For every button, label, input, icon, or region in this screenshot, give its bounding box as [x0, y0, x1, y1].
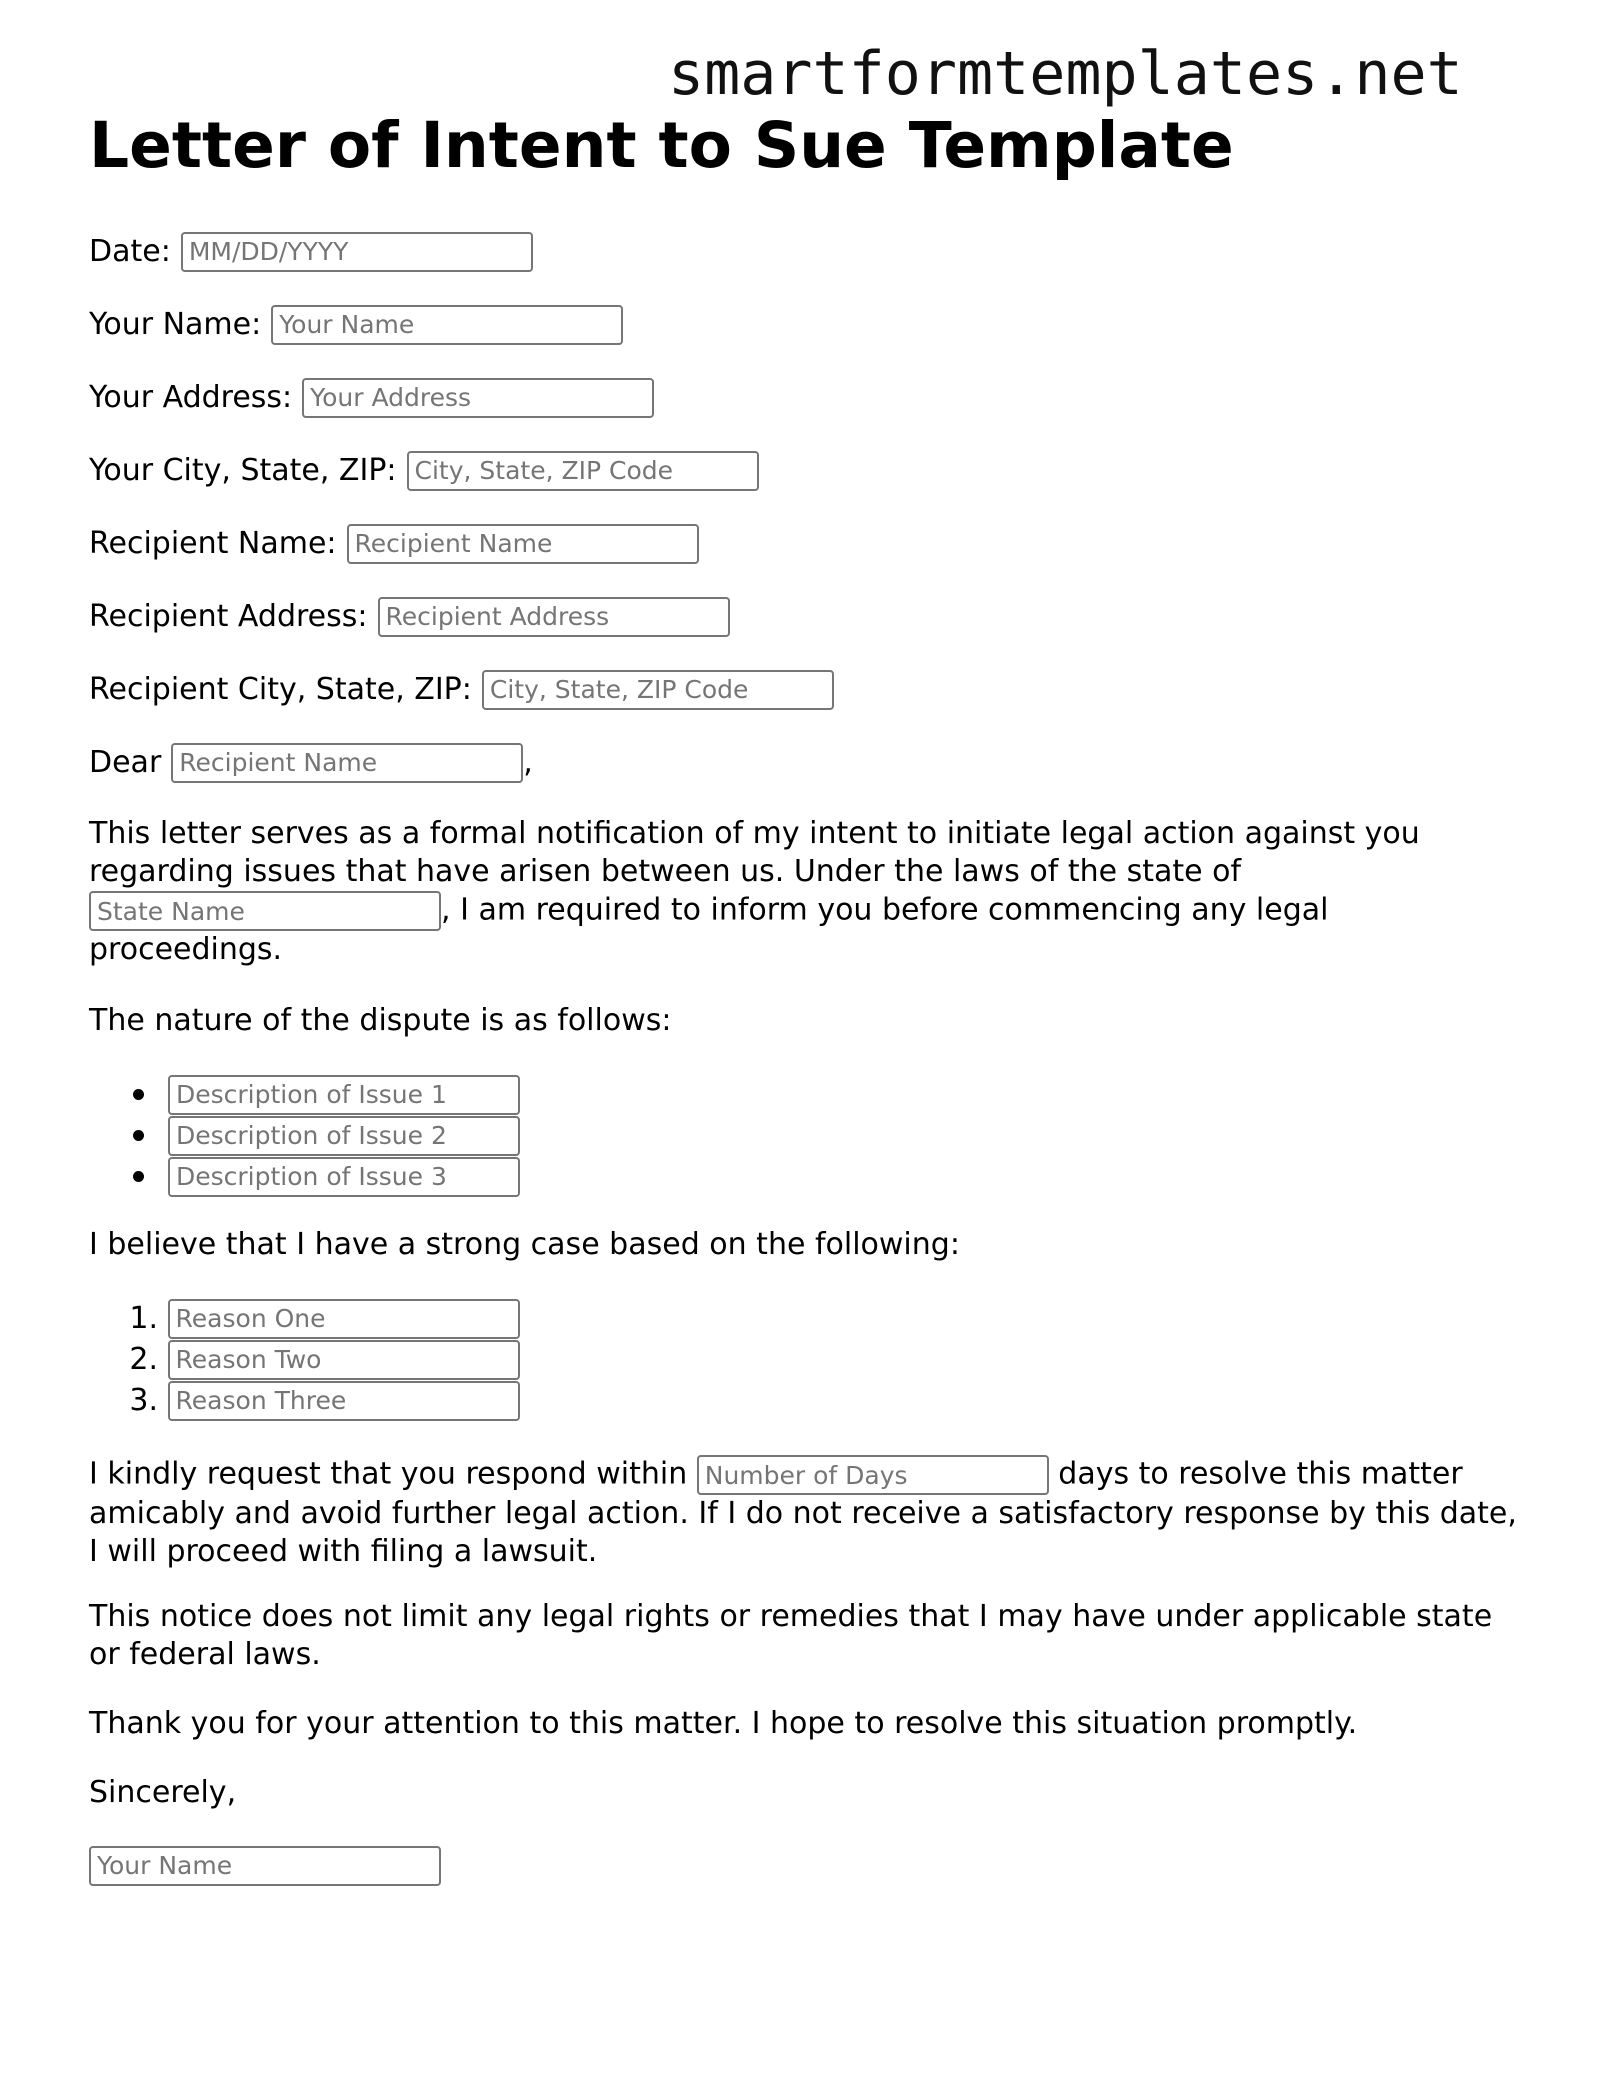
reason-2-input[interactable] — [168, 1340, 520, 1380]
reason-3-input[interactable] — [168, 1381, 520, 1421]
reason-1-input[interactable] — [168, 1299, 520, 1339]
your-name-label: Your Name: — [89, 306, 262, 342]
case-heading: I believe that I have a strong case based on the following: — [89, 1227, 960, 1262]
salutation-row — [89, 741, 533, 783]
intro-text-after: , I am required to inform you before commencing any legal proceedings. — [89, 892, 1329, 967]
intro-paragraph — [89, 815, 1529, 969]
notice-paragraph: This notice does not limit any legal rights or remedies that I may have under applicable state or federal laws. — [89, 1599, 1493, 1672]
your-name-row — [89, 303, 623, 345]
recipient-address-label: Recipient Address: — [89, 598, 368, 634]
recipient-address-input[interactable] — [378, 597, 730, 637]
your-city-row — [89, 449, 759, 491]
your-city-label: Your City, State, ZIP: — [89, 452, 397, 488]
site-watermark: smartformtemplates.net — [668, 39, 1463, 109]
recipient-city-label: Recipient City, State, ZIP: — [89, 671, 472, 707]
issue-1-input[interactable] — [168, 1075, 520, 1115]
request-text-after: days to resolve this matter amicably and avoid further legal action. If I do not receive a satisfactory response by this date, I will proceed with filing a lawsuit. — [89, 1456, 1517, 1569]
number-of-days-input[interactable] — [697, 1455, 1049, 1495]
recipient-address-row — [89, 595, 730, 637]
list-number: 1. — [129, 1300, 158, 1336]
page-title: Letter of Intent to Sue Template — [89, 109, 1234, 182]
recipient-name-row — [89, 522, 699, 564]
salutation-recipient-input[interactable] — [171, 743, 523, 783]
recipient-name-input[interactable] — [347, 524, 699, 564]
signature-name-input[interactable] — [89, 1846, 441, 1886]
list-number: 2. — [129, 1341, 158, 1377]
signature-row — [89, 1844, 441, 1886]
bullet-icon — [133, 1130, 144, 1141]
your-city-input[interactable] — [407, 451, 759, 491]
recipient-city-input[interactable] — [482, 670, 834, 710]
dispute-item-1 — [118, 1074, 520, 1114]
dispute-item-2 — [118, 1115, 520, 1155]
request-text-before: I kindly request that you respond within — [89, 1456, 697, 1492]
date-input[interactable] — [181, 232, 533, 272]
request-paragraph — [89, 1455, 1529, 1571]
issue-2-input[interactable] — [168, 1116, 520, 1156]
state-name-input[interactable] — [89, 891, 441, 931]
closing-text: Sincerely, — [89, 1775, 237, 1810]
intro-text-before: This letter serves as a formal notification of my intent to initiate legal action against you regarding issues that have arisen between us. Under the laws of the state of — [89, 816, 1420, 889]
salutation-comma: , — [523, 744, 533, 780]
thanks-paragraph: Thank you for your attention to this matter. I hope to resolve this situation promptly. — [89, 1706, 1358, 1741]
dispute-heading: The nature of the dispute is as follows: — [89, 1003, 672, 1038]
issue-3-input[interactable] — [168, 1157, 520, 1197]
case-item-2 — [108, 1339, 520, 1379]
date-label: Date: — [89, 233, 171, 269]
bullet-icon — [133, 1089, 144, 1100]
your-address-label: Your Address: — [89, 379, 293, 415]
your-address-row — [89, 376, 654, 418]
your-address-input[interactable] — [302, 378, 654, 418]
case-item-3 — [108, 1380, 520, 1420]
salutation-prefix: Dear — [89, 744, 162, 780]
case-item-1 — [108, 1298, 520, 1338]
recipient-name-label: Recipient Name: — [89, 525, 337, 561]
recipient-city-row — [89, 668, 834, 710]
dispute-item-3 — [118, 1156, 520, 1196]
date-row — [89, 230, 533, 272]
bullet-icon — [133, 1171, 144, 1182]
list-number: 3. — [129, 1382, 158, 1418]
your-name-input[interactable] — [271, 305, 623, 345]
